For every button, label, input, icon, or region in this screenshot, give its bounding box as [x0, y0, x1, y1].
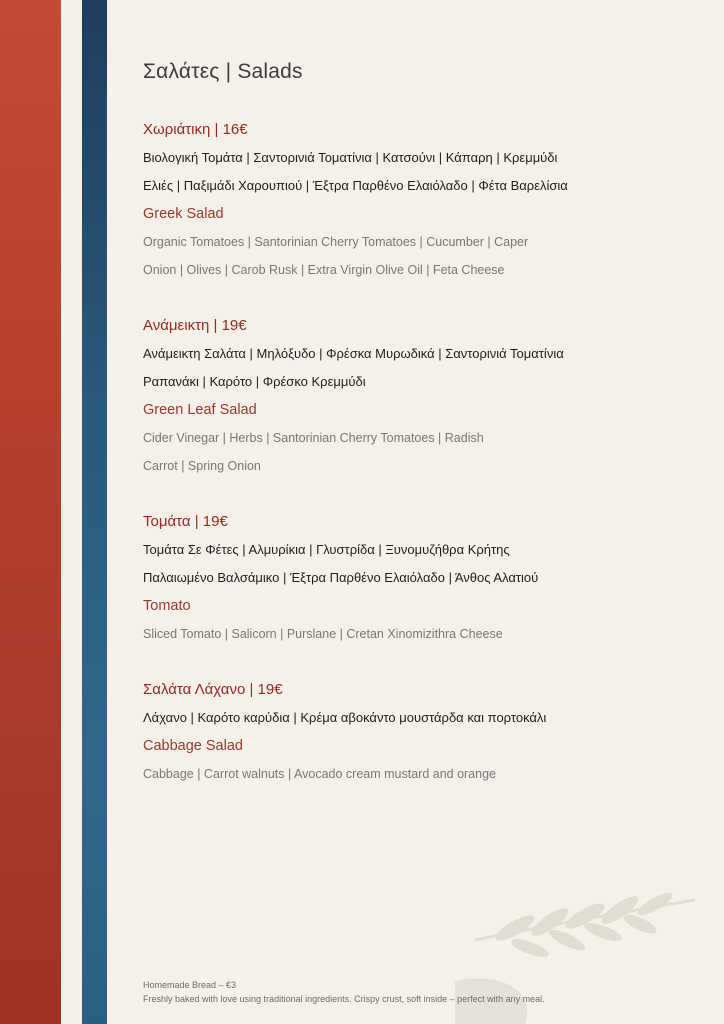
red-stripe — [0, 0, 61, 1024]
item-title: Σαλάτα Λάχανο | 19€ — [143, 681, 283, 698]
footer-bread-description: Freshly baked with love using traditional ingredients. Crispy crust, soft inside – perfect with any meal. — [143, 994, 545, 1004]
menu-item-cabbage-salad — [143, 676, 703, 788]
item-english-ingredients: Cider Vinegar | Herbs | Santorinian Cherry Tomatoes | Radish — [143, 431, 484, 445]
item-english-title: Greek Salad — [143, 206, 224, 222]
item-english-title: Green Leaf Salad — [143, 402, 257, 418]
item-english-title: Cabbage Salad — [143, 738, 243, 754]
item-english-ingredients: Cabbage | Carrot walnuts | Avocado cream mustard and orange — [143, 767, 496, 781]
item-greek-ingredients: Παλαιωμένο Βαλσάμικο | Έξτρα Παρθένο Ελαιόλαδο | Άνθος Αλατιού — [143, 570, 539, 585]
item-english-ingredients: Sliced Tomato | Salicorn | Purslane | Cretan Xinomizithra Cheese — [143, 627, 503, 641]
item-greek-ingredients: Ελιές | Παξιμάδι Χαρουπιού | Έξτρα Παρθένο Ελαιόλαδο | Φέτα Βαρελίσια — [143, 178, 568, 193]
menu-item-greek-salad — [143, 116, 703, 284]
item-greek-ingredients: Λάχανο | Καρότο καρύδια | Κρέμα αβοκάντο μουστάρδα και πορτοκάλι — [143, 710, 547, 725]
item-title: Ανάμεικτη | 19€ — [143, 317, 247, 334]
item-title: Τομάτα | 19€ — [143, 513, 228, 530]
footer-bread-price: Homemade Bread – €3 — [143, 980, 237, 990]
menu-item-tomato — [143, 508, 703, 648]
item-english-ingredients: Organic Tomatoes | Santorinian Cherry Tomatoes | Cucumber | Caper — [143, 235, 529, 249]
item-greek-ingredients: Βιολογική Τομάτα | Σαντορινιά Τοματίνια | Κατσούνι | Κάπαρη | Κρεμμύδι — [143, 150, 558, 165]
menu-item-green-leaf-salad — [143, 312, 703, 480]
item-english-ingredients: Carrot | Spring Onion — [143, 459, 261, 473]
item-title: Χωριάτικη | 16€ — [143, 121, 248, 138]
white-stripe — [61, 0, 82, 1024]
item-greek-ingredients: Ανάμεικτη Σαλάτα | Μηλόξυδο | Φρέσκα Μυρωδικά | Σαντορινιά Τοματίνια — [143, 346, 564, 361]
item-english-title: Tomato — [143, 598, 191, 614]
item-greek-ingredients: Τομάτα Σε Φέτες | Αλμυρίκια | Γλυστρίδα | Ξυνομυζήθρα Κρήτης — [143, 542, 510, 557]
footer-note — [143, 978, 703, 1006]
blue-stripe — [82, 0, 107, 1024]
page-title: Σαλάτες | Salads — [143, 60, 303, 83]
item-greek-ingredients: Ραπανάκι | Καρότο | Φρέσκο Κρεμμύδι — [143, 374, 366, 389]
item-english-ingredients: Onion | Olives | Carob Rusk | Extra Virgin Olive Oil | Feta Cheese — [143, 263, 505, 277]
